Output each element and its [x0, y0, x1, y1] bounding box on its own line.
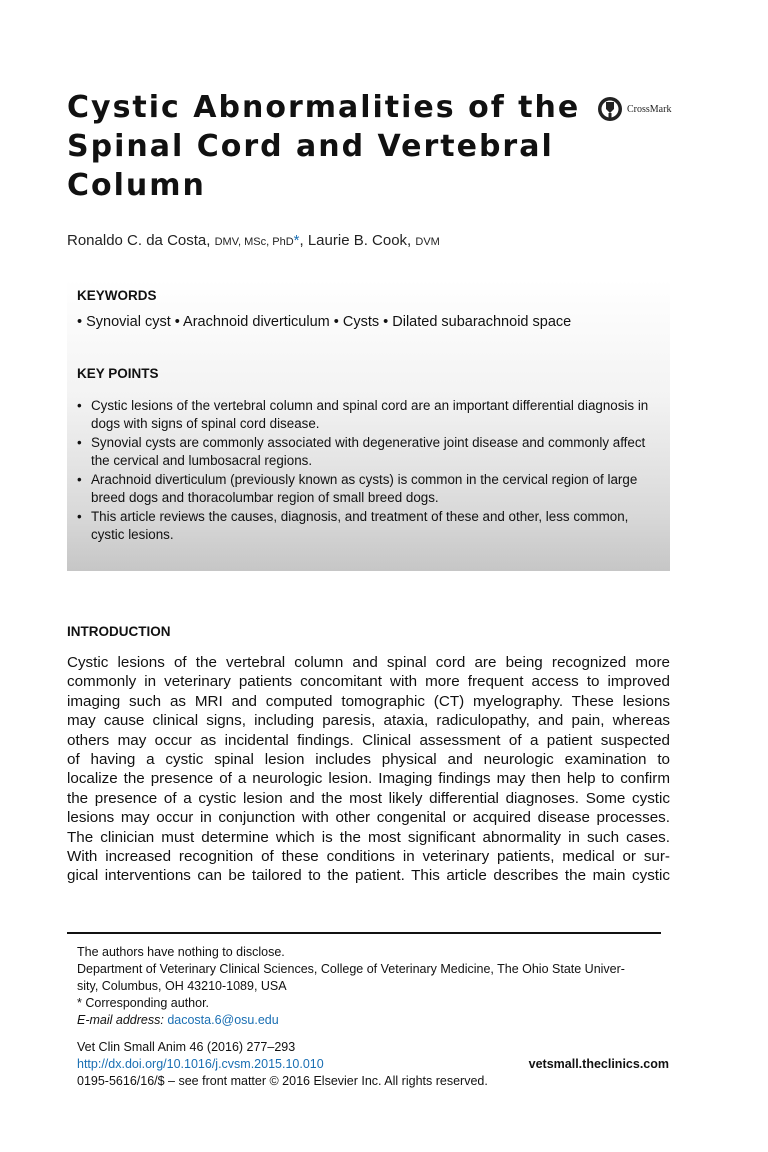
disclosure-note: The authors have nothing to disclose. [77, 945, 285, 959]
paragraph-line: imaging such as MRI and computed tomographic (CT) myelography. These lesions [67, 692, 670, 710]
author-1-degrees: DMV, MSc, PhD [214, 236, 294, 248]
author-separator: , Laurie B. Cook, [299, 232, 416, 249]
corresponding-author-mark[interactable]: * [293, 232, 300, 249]
footnotes [77, 944, 669, 1029]
keywords-heading: KEYWORDS [77, 288, 157, 303]
paragraph-line: lesions may occur in conjunction with other congenital or acquired disease processes. [67, 809, 670, 827]
key-point-item [77, 508, 662, 543]
paragraph-line: others may occur as incidental findings. Clinical assessment of a patient suspected [67, 731, 670, 749]
title-line-3: Column [67, 168, 206, 203]
bullet: • [77, 398, 82, 413]
paragraph-line: With increased recognition of these conditions in veterinary patients, medical or sur- [67, 848, 670, 866]
affiliation-line-2: sity, Columbus, OH 43210-1089, USA [77, 979, 287, 993]
author-1-name: Ronaldo C. da Costa, [67, 232, 215, 249]
bullet: • [77, 509, 82, 524]
key-point-text: Cystic lesions of the vertebral column and spinal cord are an important differential diagnosis in dogs with signs of spinal cord disease. [91, 398, 649, 431]
author-line [67, 232, 440, 249]
article-title [67, 88, 581, 205]
rights-notice: 0195-5616/16/$ – see front matter © 2016 Elsevier Inc. All rights reserved. [77, 1074, 488, 1088]
paragraph-line: commonly in veterinary patients concomitant with more frequent access to improved [67, 673, 670, 691]
citation-block [77, 1039, 669, 1090]
doi-link[interactable]: http://dx.doi.org/10.1016/j.cvsm.2015.10.010 [77, 1057, 324, 1071]
footnote-divider [67, 932, 661, 934]
corresponding-author-note: * Corresponding author. [77, 996, 210, 1010]
key-point-item [77, 434, 662, 469]
paragraph-line: of having a cystic spinal lesion includes physical and neurologic examination to [67, 751, 670, 769]
key-point-item [77, 397, 662, 432]
author-2-degrees: DVM [415, 236, 440, 248]
title-line-1: Cystic Abnormalities of the [67, 90, 581, 125]
paragraph-line: The clinician must determine which is the most significant abnormality in such cases. [67, 828, 670, 846]
paragraph-line: gical interventions can be tailored to the patient. This article describes the main cystic [67, 867, 670, 885]
introduction-paragraph [67, 653, 670, 886]
keywords-keypoints-box [67, 280, 670, 571]
key-point-text: Synovial cysts are commonly associated with degenerative joint disease and commonly affect the cervical and lumbosacral regions. [91, 435, 646, 468]
crossmark-label: CrossMark [627, 103, 672, 115]
paragraph-line: Cystic lesions of the vertebral column and spinal cord are being recognized more [67, 654, 670, 671]
email-link[interactable]: dacosta.6@osu.edu [167, 1013, 279, 1027]
crossmark-icon [597, 96, 623, 122]
paragraph-line: localize the presence of a neurologic lesion. Imaging findings may then help to confirm [67, 770, 670, 788]
affiliation-line-1: Department of Veterinary Clinical Sciences, College of Veterinary Medicine, The Ohio State Univer- [77, 962, 625, 976]
journal-website-link[interactable]: vetsmall.theclinics.com [528, 1057, 669, 1071]
key-point-text: This article reviews the causes, diagnosis, and treatment of these and other, less common, cystic lesions. [91, 509, 629, 542]
paragraph-line: the presence of a cystic lesion and the most likely differential diagnoses. Some cystic [67, 789, 670, 807]
email-label: E-mail address: [77, 1013, 168, 1027]
email-line [77, 1012, 669, 1029]
title-line-2: Spinal Cord and Vertebral [67, 129, 554, 164]
bullet: • [77, 435, 82, 450]
key-points-heading: KEY POINTS [77, 366, 159, 381]
key-point-text: Arachnoid diverticulum (previously known as cysts) is common in the cervical region of large breed dogs and thoracolumbar region of small breed dogs. [91, 472, 638, 505]
bullet: • [77, 472, 82, 487]
key-point-item [77, 471, 662, 506]
introduction-heading: INTRODUCTION [67, 624, 171, 639]
keywords-list: • Synovial cyst • Arachnoid diverticulum • Cysts • Dilated subarachnoid space [77, 314, 572, 330]
journal-citation: Vet Clin Small Anim 46 (2016) 277–293 [77, 1040, 296, 1054]
key-points-list [77, 397, 662, 545]
paragraph-line: may cause clinical signs, including paresis, ataxia, radiculopathy, and pain, whereas [67, 712, 670, 730]
crossmark-badge[interactable] [597, 96, 671, 122]
